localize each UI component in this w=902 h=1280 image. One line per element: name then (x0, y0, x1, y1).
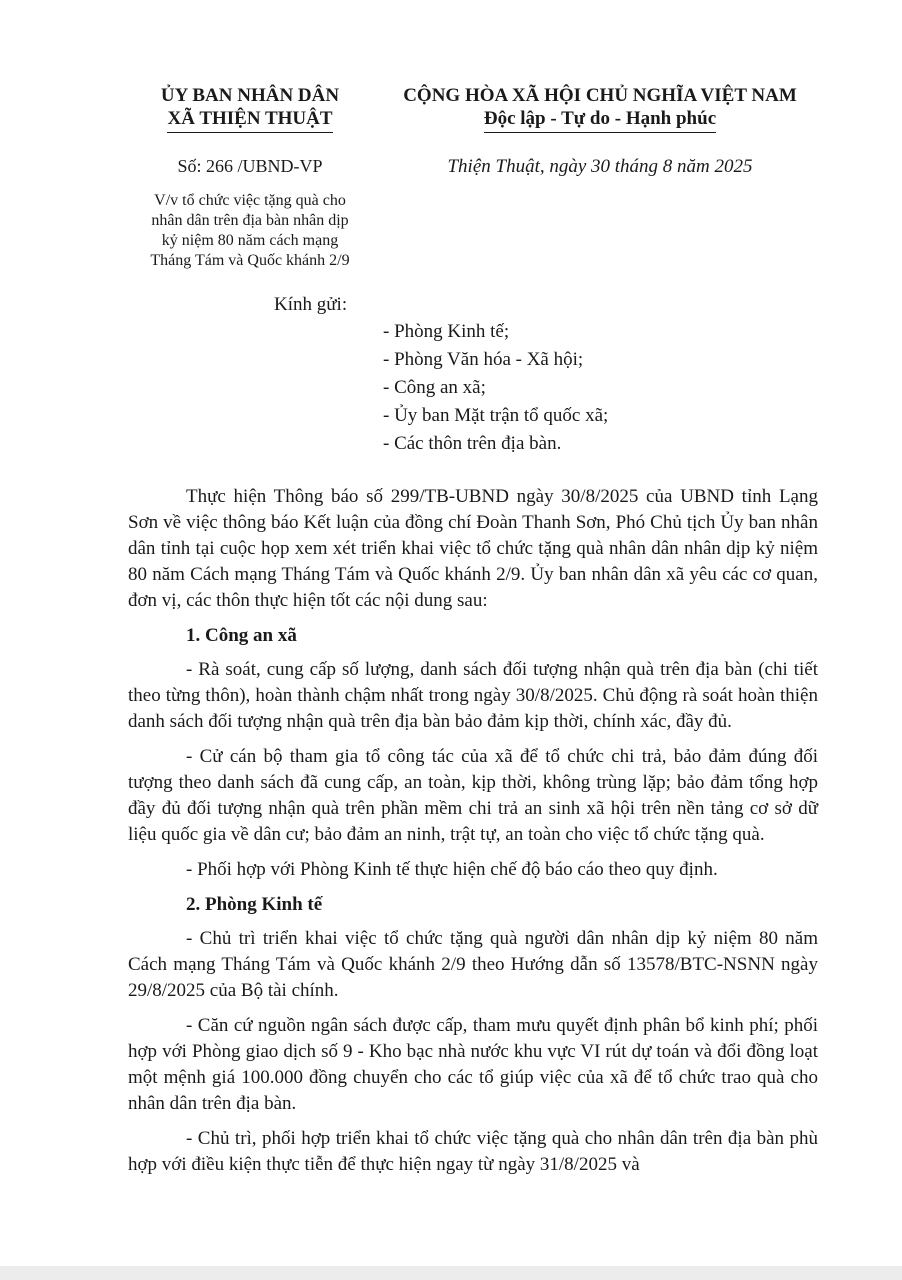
page-bottom-edge (0, 1266, 902, 1280)
intro-paragraph: Thực hiện Thông báo số 299/TB-UBND ngày 30/8/2025 của UBND tỉnh Lạng Sơn về việc thông báo Kết luận của đồng chí Đoàn Thanh Sơn, Phó Chủ tịch Ủy ban nhân dân tỉnh tại cuộc họp xem xét triển khai việc tổ chức tặng quà nhân dân nhân dịp kỷ niệm 80 năm Cách mạng Tháng Tám và Quốc khánh 2/9. Ủy ban nhân dân xã yêu các cơ quan, đơn vị, các thôn thực hiện tốt các nội dung sau: (128, 486, 818, 611)
authority-name-line2-wrap (167, 107, 332, 133)
place-and-date: Thiện Thuật, ngày 30 tháng 8 năm 2025 (447, 156, 753, 177)
document-subject (120, 191, 380, 271)
recipient-item: - Ủy ban Mặt trận tổ quốc xã; (383, 405, 609, 426)
subject-line: Tháng Tám và Quốc khánh 2/9 (150, 252, 350, 269)
subject-line: V/v tổ chức việc tặng quà cho (154, 192, 346, 209)
body-paragraph: - Cử cán bộ tham gia tổ công tác của xã để tổ chức chi trả, bảo đảm đúng đối tượng theo danh sách đã cung cấp, an toàn, kịp thời, không trùng lặp; bảo đảm tổng hợp đầy đủ đối tượng nhận quà trên phần mềm chi trả an sinh xã hội trên nền tảng cơ sở dữ liệu quốc gia về dân cư; bảo đảm an ninh, trật tự, an toàn cho việc tổ chức tặng quà. (128, 746, 818, 845)
authority-name-line2: XÃ THIỆN THUẬT (167, 108, 333, 129)
subject-line: kỷ niệm 80 năm cách mạng (161, 232, 339, 249)
national-title-block (380, 84, 820, 133)
document-number: Số: 266 /UBND-VP (177, 156, 323, 176)
body-paragraph: - Phối hợp với Phòng Kinh tế thực hiện chế độ báo cáo theo quy định. (186, 859, 718, 880)
recipients-list (383, 318, 608, 458)
body-paragraph: - Căn cứ nguồn ngân sách được cấp, tham mưu quyết định phân bổ kinh phí; phối hợp với Phòng giao dịch số 9 - Kho bạc nhà nước khu vực VI rút dự toán và đổi đồng loạt một mệnh giá 100.000 đồng chuyển cho các tổ giúp việc của xã để tổ chức trao quà cho nhân dân trên địa bàn. (128, 1015, 818, 1114)
body-paragraph: - Chủ trì, phối hợp triển khai tổ chức việc tặng quà cho nhân dân trên địa bàn phù hợp với điều kiện thực tiễn để thực hiện ngay từ ngày 31/8/2025 và (128, 1128, 818, 1175)
body-paragraph: - Chủ trì triển khai việc tổ chức tặng quà người dân nhân dịp kỷ niệm 80 năm Cách mạng Tháng Tám và Quốc khánh 2/9 theo Hướng dẫn số 13578/BTC-NSNN ngày 29/8/2025 của Bộ tài chính. (128, 928, 818, 1001)
recipient-item: - Công an xã; (383, 377, 486, 398)
issuing-authority-block (120, 84, 380, 133)
recipient-item: - Các thôn trên địa bàn. (383, 433, 562, 454)
national-motto-wrap (484, 107, 716, 133)
section-heading: 1. Công an xã (186, 625, 297, 646)
national-title: CỘNG HÒA XÃ HỘI CHỦ NGHĨA VIỆT NAM (403, 85, 797, 106)
authority-name-line1: ỦY BAN NHÂN DÂN (160, 85, 340, 106)
document-body (128, 484, 818, 1187)
recipient-item: - Phòng Văn hóa - Xã hội; (383, 349, 584, 370)
national-motto: Độc lập - Tự do - Hạnh phúc (483, 108, 717, 129)
recipient-item: - Phòng Kinh tế; (383, 321, 510, 342)
recipients-label: Kính gửi: (274, 294, 348, 315)
section-heading: 2. Phòng Kinh tế (186, 894, 323, 915)
subject-line: nhân dân trên địa bàn nhân dịp (151, 212, 349, 229)
body-paragraph: - Rà soát, cung cấp số lượng, danh sách đối tượng nhận quà trên địa bàn (chi tiết theo từng thôn), hoàn thành chậm nhất trong ngày 30/8/2025. Chủ động rà soát hoàn thiện danh sách đối tượng nhận quà trên địa bàn bảo đảm kịp thời, chính xác, đầy đủ. (128, 659, 818, 732)
